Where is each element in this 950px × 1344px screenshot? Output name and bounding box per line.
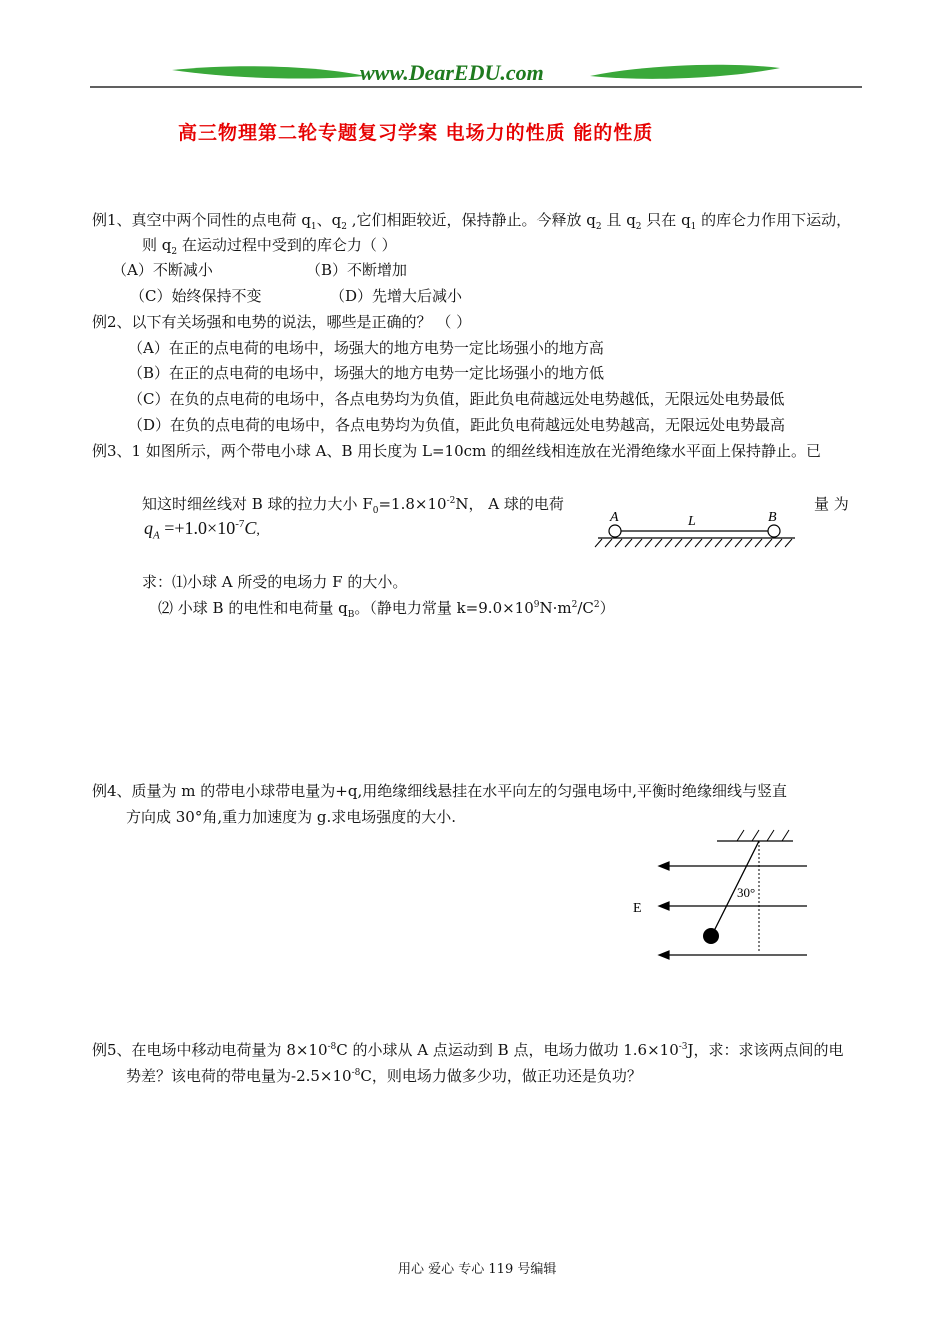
ex4-line1: 例4、质量为 m 的带电小球带电量为+q,用绝缘细线悬挂在水平向左的匀强电场中,平衡时绝缘细线与竖直 [92, 782, 788, 800]
ex3-line2: 知这时细丝线对 B 球的拉力大小 $F_0=1.8\times 10^{-2}N$， A 球的电荷 [142, 495, 564, 516]
ex3-line1: 例3、1 如图所示，两个带电小球 A、B 用长度为 L=10cm 的细丝线相连放在光滑绝缘水平面上保持静止。已 [92, 442, 822, 460]
ex4-figure [625, 825, 825, 965]
label-l: L [688, 514, 696, 529]
ex5-line2: 势差？该电荷的带电量为$-2.5\times 10^{-8}C$，则电场力做多少功，做正功还是负功？ [126, 1067, 642, 1085]
ex3-charge-formula: $q_A =+1.0\times 10^{-7}C$, [144, 518, 260, 542]
ex1-option-a: （A）不断减小 [112, 261, 213, 279]
ex3-figure [590, 506, 810, 556]
angle-label: 30° [737, 885, 756, 900]
ex2-question: 例2、以下有关场强和电势的说法，哪些是正确的？ （ ） [92, 313, 472, 331]
ball-a [609, 525, 621, 537]
ex3-ask1: 求：⑴小球 A 所受的电场力 F 的大小。 [142, 573, 408, 591]
ex4-line2: 方向成 30°角,重力加速度为 g.求电场强度的大小. [126, 808, 457, 826]
header-banner [90, 58, 862, 90]
ex1-option-c: （C）始终保持不变 [130, 287, 262, 305]
ex5-line1: 例5、在电场中移动电荷量为 $8\times 10^{-8}C$ 的小球从 A 点运动到 B 点，电场力做功 $1.6\times 10^{-3}J$，求：求该两点间的电 [92, 1041, 844, 1059]
ex2-option-a: （A）在正的点电荷的电场中，场强大的地方电势一定比场强小的地方高 [128, 339, 604, 357]
ex2-option-c: （C）在负的点电荷的电场中，各点电势均为负值，距此负电荷越远处电势越低，无限远处电势最低 [128, 390, 785, 408]
field-label-e: E [633, 901, 642, 916]
ball-b [768, 525, 780, 537]
ex1-line2: 则 $q_2$ 在运动过程中受到的库仑力（ ） [142, 236, 397, 257]
ex3-line2-right: 量 为 [814, 495, 849, 513]
ex1-option-d: （D）先增大后减小 [330, 287, 463, 305]
page-footer: 用心 爱心 专心 119 号编辑 [398, 1262, 557, 1277]
page-title: 高三物理第二轮专题复习学案 电场力的性质 能的性质 [178, 122, 654, 144]
label-a: A [610, 510, 619, 525]
site-url[interactable]: www.DearEDU.com [360, 60, 544, 85]
ex1-option-b: （B）不断增加 [306, 261, 408, 279]
ex3-ask2: ⑵ 小球 B 的电性和电荷量 $q_B$。（静电力常量 $k=9.0\times 10^9N\cdot m^2/C^2$） [158, 599, 615, 620]
ex2-option-b: （B）在正的点电荷的电场中，场强大的地方电势一定比场强小的地方低 [128, 364, 605, 382]
label-b: B [768, 510, 777, 525]
ex2-option-d: （D）在负的点电荷的电场中，各点电势均为负值，距此负电荷越远处电势越高，无限远处电势最高 [128, 416, 786, 434]
charged-ball [703, 928, 719, 944]
ex1-line1: 例1、真空中两个同性的点电荷 $q_1$、$q_2$ ,它们相距较近，保持静止。今释放 $q_2$ 且 $q_2$ 只在 $q_1$ 的库仑力作用下运动， [92, 211, 852, 232]
field-lines [659, 862, 807, 959]
